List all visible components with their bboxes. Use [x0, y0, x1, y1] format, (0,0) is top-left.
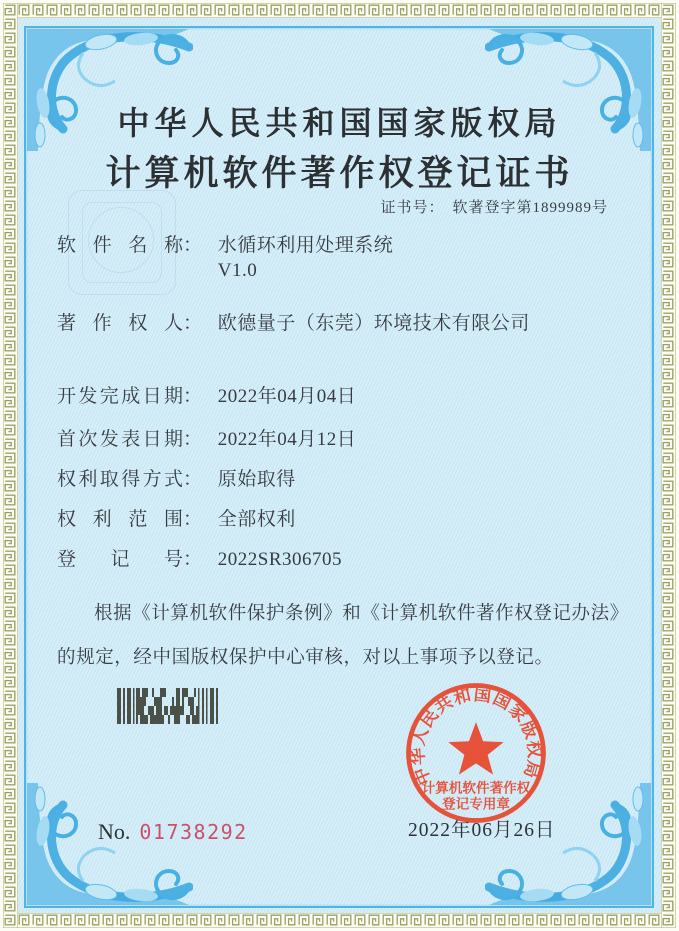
issuing-authority-title: 中华人民共和国国家版权局	[117, 105, 562, 141]
barcode	[117, 688, 218, 724]
field-colon: ：	[183, 235, 203, 256]
field-colon: ：	[183, 469, 203, 490]
field-label: 著作权人	[57, 313, 183, 334]
field-label: 软件名称	[57, 235, 183, 256]
seal-line2: 登记专用章	[442, 796, 510, 812]
field-dev-complete-date	[57, 384, 356, 409]
serial-number	[98, 819, 248, 845]
seal-date: 2022年06月26日	[408, 820, 556, 841]
field-colon: ：	[183, 549, 203, 570]
software-version: V1.0	[217, 260, 258, 281]
software-name: 水循环利用处理系统	[217, 235, 394, 256]
official-red-seal	[401, 678, 551, 828]
certificate-number-line	[380, 196, 608, 217]
certificate-title: 计算机软件著作权登记证书	[105, 154, 574, 193]
certificate-number-value: 软著登字第1899989号	[452, 200, 608, 216]
field-software-name	[57, 233, 393, 283]
field-value	[218, 233, 394, 283]
registration-number: 2022SR306705	[217, 549, 343, 570]
field-value: 欧德量子（东莞）环境技术有限公司	[217, 313, 530, 334]
field-label: 权利取得方式	[57, 469, 183, 490]
field-colon: ：	[183, 386, 203, 407]
red-star-icon	[448, 722, 503, 775]
field-value: 全部权利	[217, 509, 296, 530]
field-label: 权利范围	[57, 509, 183, 530]
field-value: 2022年04月12日	[217, 429, 357, 450]
field-registration-number	[57, 547, 342, 572]
serial-prefix: No.	[98, 819, 131, 844]
seal-line1: 计算机软件著作权	[421, 780, 531, 796]
field-value: 原始取得	[217, 469, 296, 490]
field-colon: ：	[183, 429, 203, 450]
field-label: 首次发表日期	[57, 429, 183, 450]
field-label: 登记号	[57, 549, 183, 570]
field-colon: ：	[183, 313, 203, 334]
field-acquisition-method	[57, 467, 296, 492]
field-value: 2022年04月04日	[217, 386, 357, 407]
field-colon: ：	[183, 509, 203, 530]
field-first-publish-date	[57, 427, 356, 452]
serial-digits: 01738292	[139, 820, 248, 844]
field-label: 开发完成日期	[57, 386, 183, 407]
field-copyright-owner	[57, 311, 530, 336]
seal-ring-text: 中华人民共和国国家版权局	[408, 684, 544, 788]
field-rights-scope	[57, 507, 296, 532]
certificate-number-label: 证书号：	[380, 200, 445, 216]
registration-statement: 根据《计算机软件保护条例》和《计算机软件著作权登记办法》的规定，经中国版权保护中心审核，对以上事项予以登记。	[57, 604, 620, 668]
